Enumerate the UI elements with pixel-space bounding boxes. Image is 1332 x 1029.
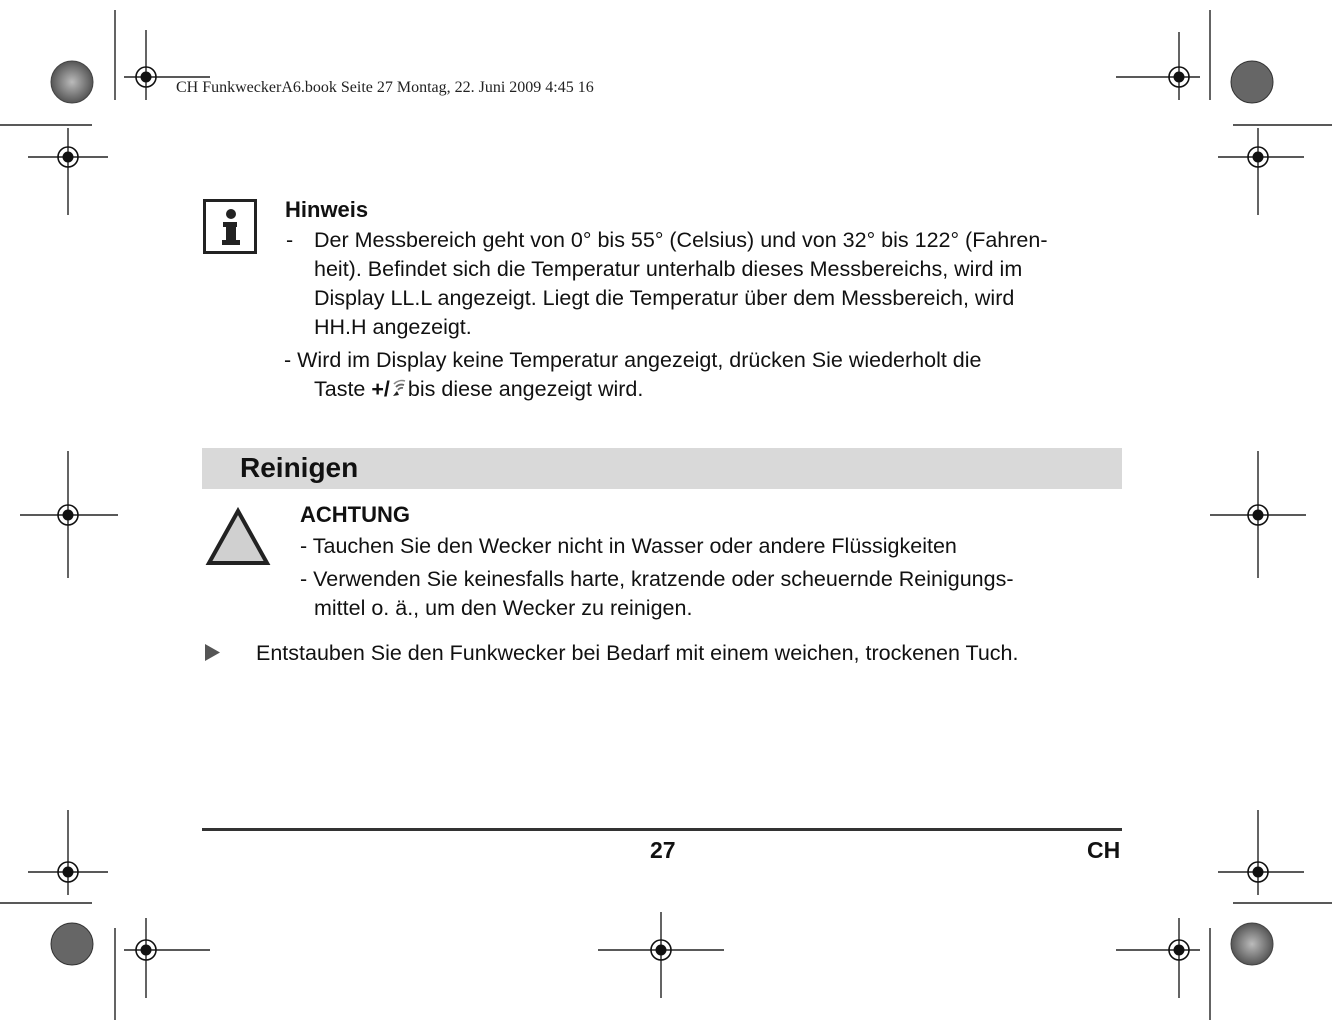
print-slug: CH FunkweckerA6.book Seite 27 Montag, 22. Juni 2009 4:45 16 (176, 79, 594, 96)
warning-triangle-icon (205, 507, 271, 572)
footer-rule (202, 828, 1122, 831)
note-item-1-line-1: Der Messbereich geht von 0° bis 55° (Celsius) und von 32° bis 122° (Fahren- (314, 228, 1048, 252)
instruction-text: Entstauben Sie den Funkwecker bei Bedarf mit einem weichen, trockenen Tuch. (256, 641, 1019, 665)
warning-item-1: - Tauchen Sie den Wecker nicht in Wasser oder andere Flüssigkeiten (300, 534, 957, 558)
warning-item-2-line-1: - Verwenden Sie keinesfalls harte, kratzende oder scheuernde Reinigungs- (300, 567, 1014, 591)
key-label: +/ (371, 377, 390, 401)
section-title: Reinigen (240, 452, 359, 483)
note-item-1-line-2: heit). Befindet sich die Temperatur unterhalb dieses Messbereichs, wird im (314, 257, 1023, 281)
note-item-1-line-3: Display LL.L angezeigt. Liegt die Temperatur über dem Messbereich, wird (314, 286, 1015, 310)
note-item-1-line-4: HH.H angezeigt. (314, 315, 472, 339)
note-item-2-line-1: - Wird im Display keine Temperatur angezeigt, drücken Sie wiederholt die (284, 348, 982, 372)
triangle-bullet-icon (205, 644, 221, 666)
note-item-dash: - (286, 228, 294, 252)
page-number: 27 (650, 837, 676, 863)
country-code: CH (1087, 837, 1121, 863)
note-item-2-post: bis diese angezeigt wird. (407, 377, 644, 401)
note-title: Hinweis (285, 197, 369, 222)
note-item-2-line-2 (314, 375, 643, 404)
info-icon (203, 199, 257, 254)
warning-item-2-line-2: mittel o. ä., um den Wecker zu reinigen. (314, 596, 693, 620)
note-item-2-pre: Taste (314, 377, 372, 401)
warning-title: ACHTUNG (300, 502, 410, 527)
signal-icon (390, 378, 408, 398)
